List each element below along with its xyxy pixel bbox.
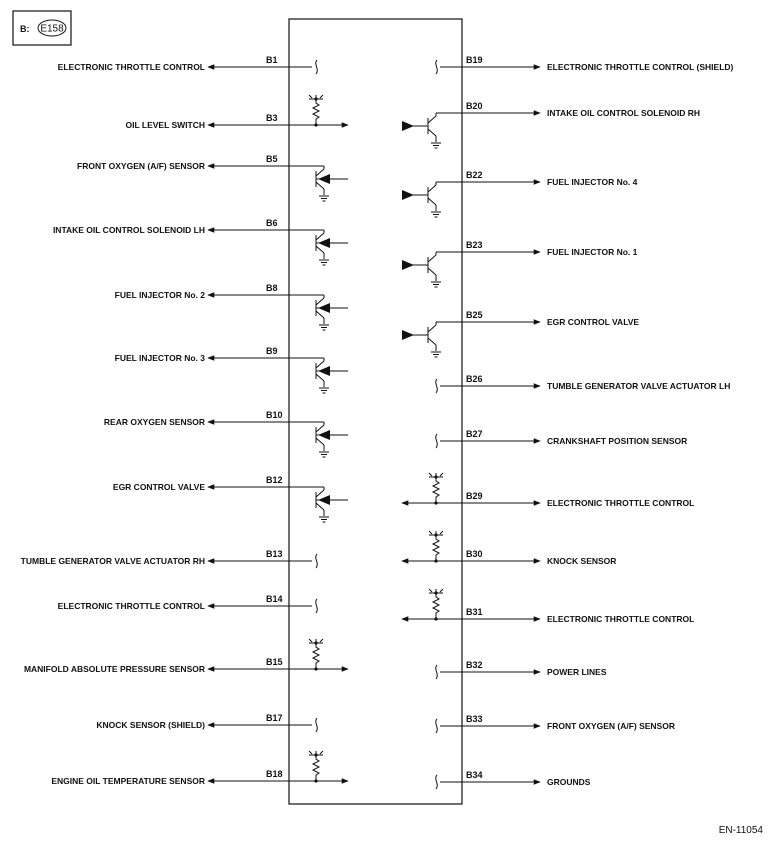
pin-b26 xyxy=(436,374,731,393)
pin-number: B22 xyxy=(466,170,483,180)
pin-number: B31 xyxy=(466,607,483,617)
pin-number: B14 xyxy=(266,594,283,604)
pin-label: ELECTRONIC THROTTLE CONTROL xyxy=(57,62,205,72)
pin-b33 xyxy=(436,714,675,733)
pin-label: ELECTRONIC THROTTLE CONTROL xyxy=(547,498,695,508)
pin-number: B15 xyxy=(266,657,283,667)
pin-label: GROUNDS xyxy=(547,777,591,787)
pin-number: B33 xyxy=(466,714,483,724)
pin-number: B3 xyxy=(266,113,278,123)
pin-number: B10 xyxy=(266,410,283,420)
pin-number: B8 xyxy=(266,283,278,293)
pin-b19 xyxy=(436,55,734,74)
pin-label: FRONT OXYGEN (A/F) SENSOR xyxy=(547,721,675,731)
pin-number: B34 xyxy=(466,770,483,780)
pin-number: B1 xyxy=(266,55,278,65)
pin-label: ELECTRONIC THROTTLE CONTROL xyxy=(57,601,205,611)
pin-label: TUMBLE GENERATOR VALVE ACTUATOR RH xyxy=(20,556,205,566)
pin-label: FUEL INJECTOR No. 3 xyxy=(114,353,205,363)
pin-number: B12 xyxy=(266,475,283,485)
pin-label: EGR CONTROL VALVE xyxy=(547,317,640,327)
pin-label: FRONT OXYGEN (A/F) SENSOR xyxy=(77,161,205,171)
pin-label: CRANKSHAFT POSITION SENSOR xyxy=(547,436,688,446)
pin-number: B19 xyxy=(466,55,483,65)
pin-number: B23 xyxy=(466,240,483,250)
pin-number: B29 xyxy=(466,491,483,501)
pin-label: MANIFOLD ABSOLUTE PRESSURE SENSOR xyxy=(23,664,205,674)
pin-number: B32 xyxy=(466,660,483,670)
pin-number: B5 xyxy=(266,154,278,164)
pin-number: B6 xyxy=(266,218,278,228)
pin-number: B27 xyxy=(466,429,483,439)
pin-label: EGR CONTROL VALVE xyxy=(112,482,205,492)
pin-b1 xyxy=(58,55,318,74)
pin-number: B9 xyxy=(266,346,278,356)
connector-tag xyxy=(13,11,71,45)
pin-label: FUEL INJECTOR No. 4 xyxy=(547,177,638,187)
figure-code: EN-11054 xyxy=(718,825,763,836)
pin-label: ELECTRONIC THROTTLE CONTROL (SHIELD) xyxy=(547,62,734,72)
pin-b17 xyxy=(96,713,317,732)
pin-number: B30 xyxy=(466,549,483,559)
pin-label: TUMBLE GENERATOR VALVE ACTUATOR LH xyxy=(547,381,731,391)
pin-b13 xyxy=(21,549,318,568)
connector-id: E158 xyxy=(40,23,64,35)
pin-label: ELECTRONIC THROTTLE CONTROL xyxy=(547,614,695,624)
pin-label: FUEL INJECTOR No. 1 xyxy=(547,247,638,257)
pin-b14 xyxy=(58,594,318,613)
pin-label: REAR OXYGEN SENSOR xyxy=(103,417,205,427)
pin-label: FUEL INJECTOR No. 2 xyxy=(114,290,205,300)
pin-label: INTAKE OIL CONTROL SOLENOID RH xyxy=(547,108,701,118)
pin-label: INTAKE OIL CONTROL SOLENOID LH xyxy=(52,225,205,235)
pin-number: B25 xyxy=(466,310,483,320)
pin-b27 xyxy=(436,429,688,448)
pin-number: B17 xyxy=(266,713,283,723)
pin-number: B20 xyxy=(466,101,483,111)
pin-label: POWER LINES xyxy=(547,667,607,677)
pin-label: ENGINE OIL TEMPERATURE SENSOR xyxy=(51,776,205,786)
pin-label: OIL LEVEL SWITCH xyxy=(125,120,205,130)
pin-number: B26 xyxy=(466,374,483,384)
connector-prefix: B: xyxy=(20,24,30,34)
pin-number: B18 xyxy=(266,769,283,779)
pin-label: KNOCK SENSOR (SHIELD) xyxy=(96,720,205,730)
pin-label: KNOCK SENSOR xyxy=(547,556,617,566)
pin-number: B13 xyxy=(266,549,283,559)
